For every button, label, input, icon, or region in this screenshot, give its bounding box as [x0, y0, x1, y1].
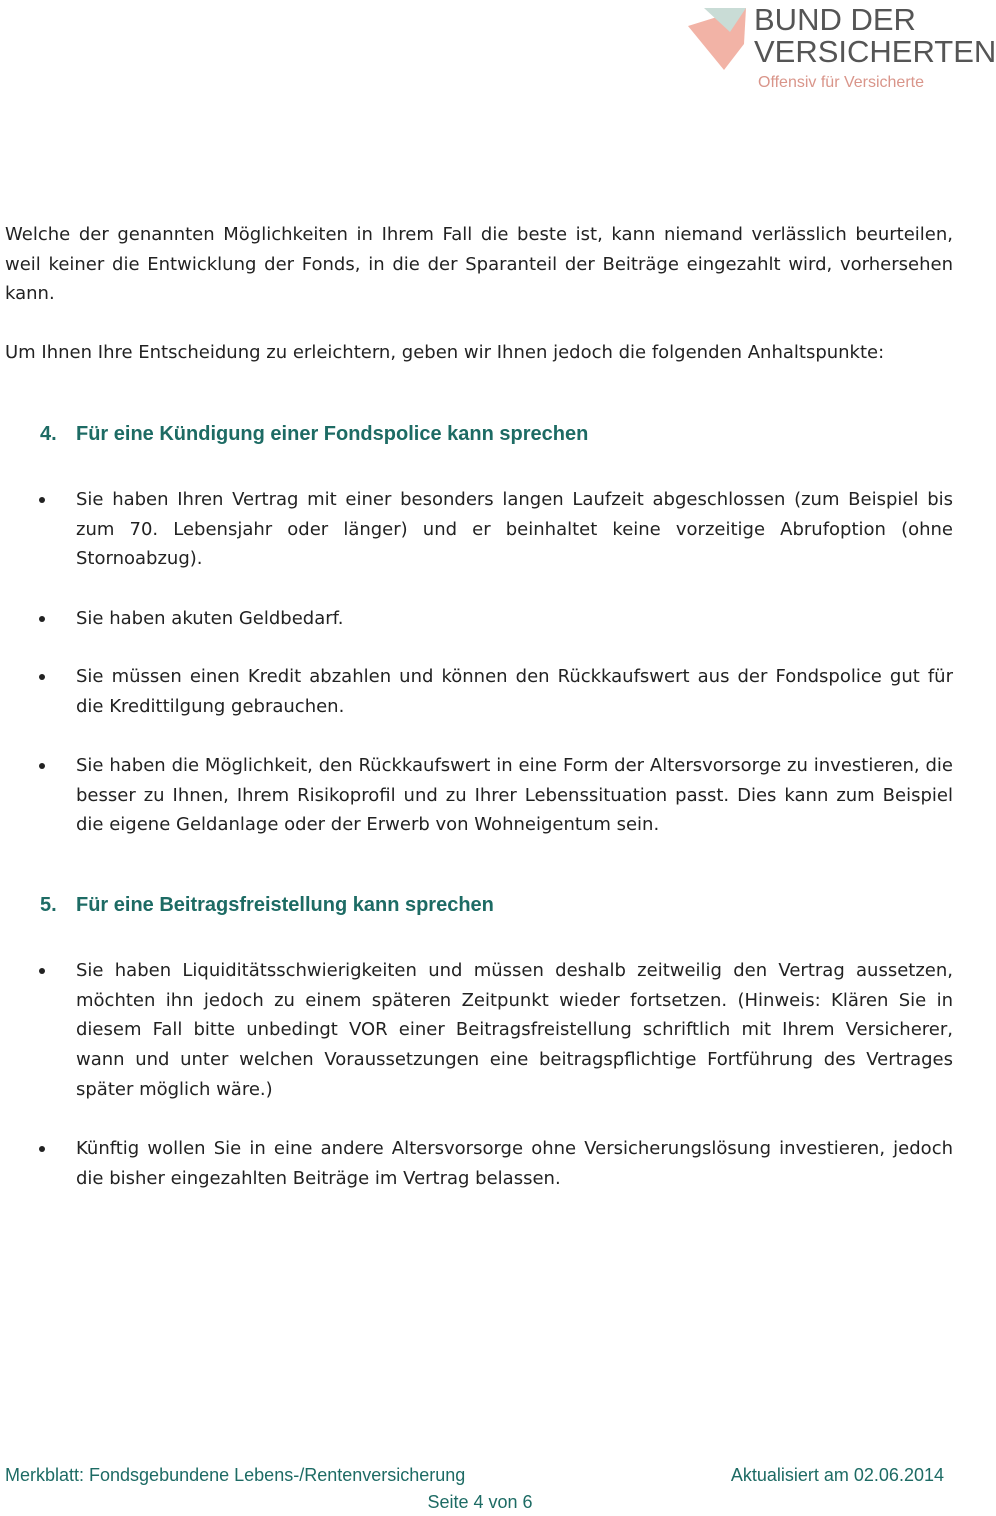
list-item: [76, 604, 953, 634]
bullet-icon: [39, 497, 45, 503]
section-number: 4.: [40, 423, 57, 445]
list-item-text: Sie müssen einen Kredit abzahlen und können den Rückkaufswert aus der Fondspolice gut für die Kredittilgung gebrauchen.: [76, 666, 953, 717]
bullet-icon: [39, 763, 45, 769]
list-item-text: Sie haben akuten Geldbedarf.: [76, 608, 344, 629]
logo-tagline: Offensiv für Versicherte: [758, 74, 924, 91]
bullet-icon: [39, 616, 45, 622]
list-item-text: Künftig wollen Sie in eine andere Altersvorsorge ohne Versicherungslösung investieren, jedoch die bisher eingezahlten Beiträge im Vertrag belassen.: [76, 1138, 953, 1189]
section-heading: [40, 894, 494, 917]
list-item-text: Sie haben Ihren Vertrag mit einer besonders langen Laufzeit abgeschlossen (zum Beispiel bis zum 70. Lebensjahr oder länger) und er beinhaltet keine vorzeitige Abrufoption (ohne Stornoabzug).: [76, 489, 953, 570]
bullet-icon: [39, 968, 45, 974]
list-item: [76, 1134, 953, 1193]
logo-line2: VERSICHERTEN: [754, 34, 996, 69]
section-title: Für eine Beitragsfreistellung kann sprechen: [76, 894, 494, 916]
bullet-icon: [39, 674, 45, 680]
logo-shield-icon: [686, 4, 756, 74]
list-item-text: Sie haben die Möglichkeit, den Rückkaufswert in eine Form der Altersvorsorge zu investieren, die besser zu Ihnen, Ihrem Risikoprofil und zu Ihrer Lebenssituation passt. Dies kann zum Beispiel die eigene Geldanlage oder der Erwerb von Wohneigentum sein.: [76, 755, 953, 836]
footer-title: Merkblatt: Fondsgebundene Lebens-/Rentenversicherung: [5, 1465, 466, 1485]
section-title: Für eine Kündigung einer Fondspolice kann sprechen: [76, 423, 589, 445]
page-number: Seite 4 von 6: [427, 1492, 533, 1512]
intro-paragraph: Welche der genannten Möglichkeiten in Ihrem Fall die beste ist, kann niemand verlässlich beurteilen, weil keiner die Entwicklung der Fonds, in die der Sparanteil der Beiträge eingezahlt wird, vorhersehen kann.: [5, 224, 953, 305]
list-item: [76, 662, 953, 721]
list-item: [76, 751, 953, 840]
section-heading: [40, 423, 588, 446]
logo: [686, 2, 996, 96]
footer-date: Aktualisiert am 02.06.2014: [730, 1465, 944, 1485]
list-item-text: Sie haben Liquiditätsschwierigkeiten und müssen deshalb zeitweilig den Vertrag aussetzen, möchten ihn jedoch zu einem späteren Zeitpunkt wieder fortsetzen. (Hinweis: Klären Sie in diesem Fall bitte unbedingt VOR einer Beitragsfreistellung schriftlich mit Ihrem Versicherer, wann und unter welchen Voraussetzungen eine beitragspflichtige Fortführung des Vertrages später möglich wäre.): [76, 960, 953, 1100]
list-item: [76, 956, 953, 1105]
logo-line1: BUND DER: [754, 2, 916, 37]
section-number: 5.: [40, 894, 57, 916]
list-item: [76, 485, 953, 574]
intro-paragraph: Um Ihnen Ihre Entscheidung zu erleichtern, geben wir Ihnen jedoch die folgenden Anhaltspunkte:: [5, 342, 885, 363]
bullet-icon: [39, 1146, 45, 1152]
